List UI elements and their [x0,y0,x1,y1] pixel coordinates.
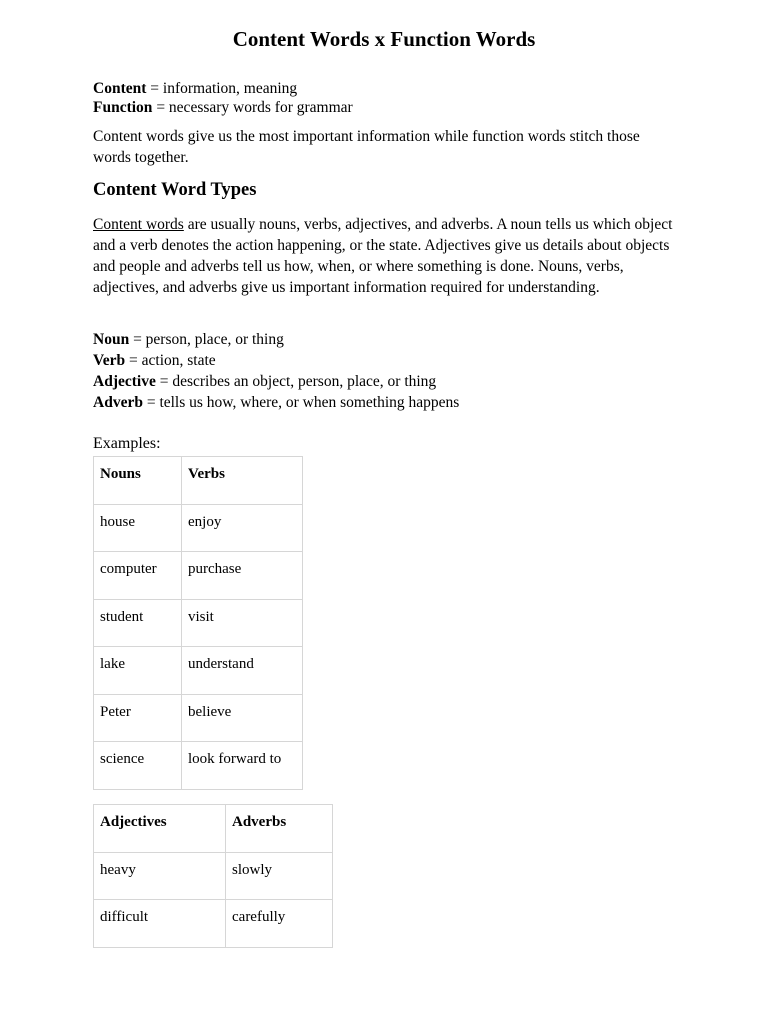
table-cell: slowly [226,852,333,900]
definition-function [93,99,353,118]
table-cell: computer [94,552,182,600]
examples-label: Examples: [93,435,161,452]
table-cell: visit [182,599,303,647]
type-term: Adverb [93,394,143,411]
definition-content [93,80,353,99]
table-cell: purchase [182,552,303,600]
section-heading: Content Word Types [93,180,257,200]
table-header-row [94,457,303,505]
paragraph-text: are usually nouns, verbs, adjectives, and adverbs. A noun tells us which object and a verb denotes the action happening, or the state. Adjectives give us details about objects and people and adverbs tell us how, when, or where something is done. Nouns, verbs, adjectives, and adverbs give us important information required for understanding. [93,216,673,296]
table-cell: Peter [94,694,182,742]
table-row [94,599,303,647]
section-paragraph [93,214,678,298]
table-cell: heavy [94,852,226,900]
underlined-term: Content words [93,216,184,233]
type-adjective [93,371,459,392]
type-text: = action, state [125,352,216,369]
adjectives-adverbs-table [93,804,333,948]
table-row [94,504,303,552]
intro-paragraph: Content words give us the most important information while function words stitch those words together. [93,128,640,166]
word-types-list [93,329,459,413]
table-row [94,694,303,742]
table-cell: believe [182,694,303,742]
table-cell: lake [94,647,182,695]
type-text: = describes an object, person, place, or thing [155,373,437,390]
table-cell: understand [182,647,303,695]
type-adverb [93,392,459,413]
table-cell: student [94,599,182,647]
type-text: = tells us how, where, or when something happens [142,394,460,411]
table-header: Adverbs [226,805,333,853]
table-cell: enjoy [182,504,303,552]
type-text: = person, place, or thing [129,331,284,348]
type-term: Verb [93,352,126,369]
definition-text: = necessary words for grammar [152,98,353,116]
table-row [94,900,333,948]
table-header: Adjectives [94,805,226,853]
table-row [94,647,303,695]
type-verb [93,350,459,371]
table-row [94,552,303,600]
table-row [94,852,333,900]
table-cell: difficult [94,900,226,948]
table-cell: science [94,742,182,790]
table-header: Verbs [182,457,303,505]
table-row [94,742,303,790]
table-cell: carefully [226,900,333,948]
type-noun [93,329,459,350]
definition-term: Content [93,80,147,97]
nouns-verbs-table [93,456,303,790]
definitions [93,80,353,117]
definition-text: = information, meaning [146,80,298,97]
table-cell: house [94,504,182,552]
type-term: Noun [93,331,130,348]
table-header-row [94,805,333,853]
table-header: Nouns [94,457,182,505]
type-term: Adjective [93,373,156,390]
page-title: Content Words x Function Words [232,27,536,51]
definition-term: Function [93,98,153,116]
table-cell: look forward to [182,742,303,790]
